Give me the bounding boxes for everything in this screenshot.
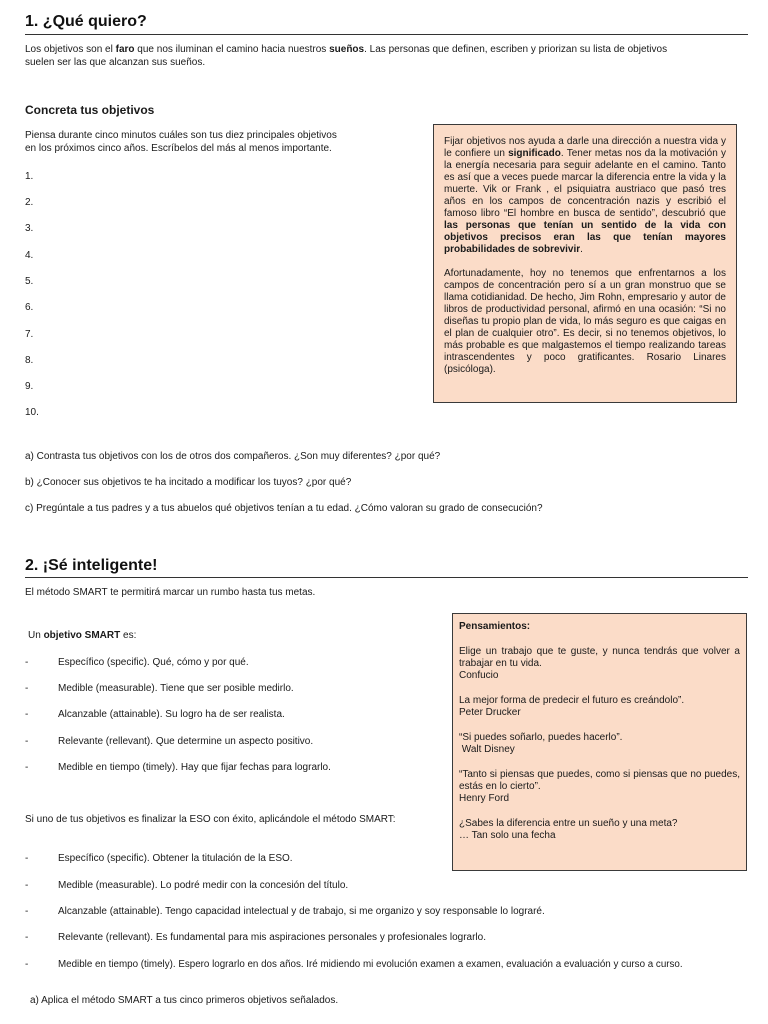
goal-number-7: 7. xyxy=(25,329,34,340)
section2-intro: El método SMART te permitirá marcar un rumbo hasta tus metas. xyxy=(25,587,316,598)
question-a: a) Contrasta tus objetivos con los de otros dos compañeros. ¿Son muy diferentes? ¿por qué? xyxy=(25,451,441,462)
quote-3: “Si puedes soñarlo, puedes hacerlo”. xyxy=(459,732,623,743)
quote-5: ¿Sabes la diferencia entre un sueño y una meta? xyxy=(459,818,678,829)
example-list-item: - Alcanzable (attainable). Tengo capacidad intelectual y de trabajo, si me organizo y soy responsable lo lograré. xyxy=(25,906,545,917)
smart-list-item: - Específico (specific). Qué, cómo y por qué. xyxy=(25,657,249,668)
task-a: a) Aplica el método SMART a tus cinco primeros objetivos señalados. xyxy=(30,995,339,1006)
goals-subheading: Concreta tus objetivos xyxy=(25,103,155,117)
smart-list-item: - Medible en tiempo (timely). Hay que fijar fechas para lograrlo. xyxy=(25,762,331,773)
goal-number-6: 6. xyxy=(25,302,34,313)
goal-number-5: 5. xyxy=(25,276,34,287)
objectives-info-box xyxy=(433,124,737,403)
smart-definition-intro: Un objetivo SMART es: xyxy=(28,630,137,641)
goal-number-10: 10. xyxy=(25,407,39,418)
quote-1-author: Confucio xyxy=(459,670,499,681)
quote-1: Elige un trabajo que te guste, y nunca tendrás que volver a trabajar en tu vida. xyxy=(459,646,740,669)
quote-4-author: Henry Ford xyxy=(459,793,510,804)
smart-list-item: - Medible (measurable). Tiene que ser posible medirlo. xyxy=(25,683,294,694)
quote-5-answer: … Tan solo una fecha xyxy=(459,830,556,841)
goals-instruction: Piensa durante cinco minutos cuáles son tus diez principales objetivos en los próximos cinco años. Escríbelos del más al menos importante. xyxy=(25,130,337,154)
quote-3-author: Walt Disney xyxy=(459,744,515,755)
quote-2-author: Peter Drucker xyxy=(459,707,521,718)
section2-rule xyxy=(25,577,748,578)
info-box-paragraph-2: Afortunadamente, hoy no tenemos que enfrentarnos a los campos de concentración pero sí a un gran monstruo que se llama cotidianidad. De hecho, Jim Rohn, empresario y autor de libros de productividad personal, afirmó en una ocasión: “Si no diseñas tu propio plan de vida, lo más seguro es que caigas en el plan de cualquier otro”. Es decir, si no tenemos objetivos, lo más probable es que malgastemos el tiempo realizando tareas intrascendentes y poco gratificantes. Rosario Linares (psicóloga). xyxy=(444,268,726,375)
thoughts-heading: Pensamientos: xyxy=(459,621,531,632)
goal-number-1: 1. xyxy=(25,171,34,182)
question-b: b) ¿Conocer sus objetivos te ha incitado a modificar los tuyos? ¿por qué? xyxy=(25,477,352,488)
section1-title: 1. ¿Qué quiero? xyxy=(25,13,147,30)
goal-number-4: 4. xyxy=(25,250,34,261)
goal-number-8: 8. xyxy=(25,355,34,366)
smart-list-item: - Relevante (rellevant). Que determine un aspecto positivo. xyxy=(25,736,314,747)
quote-4: “Tanto si piensas que puedes, como si piensas que no puedes, estás en lo cierto”. xyxy=(459,769,740,792)
goal-number-3: 3. xyxy=(25,223,34,234)
question-c: c) Pregúntale a tus padres y a tus abuelos qué objetivos tenían a tu edad. ¿Cómo valoran su grado de consecución? xyxy=(25,503,543,514)
goal-number-9: 9. xyxy=(25,381,34,392)
smart-list-item: - Alcanzable (attainable). Su logro ha de ser realista. xyxy=(25,709,285,720)
section1-rule xyxy=(25,34,748,35)
example-list-item: - Relevante (rellevant). Es fundamental para mis aspiraciones personales y profesionales lograrlo. xyxy=(25,932,486,943)
thoughts-box xyxy=(452,613,747,871)
smart-example-intro: Si uno de tus objetivos es finalizar la ESO con éxito, aplicándole el método SMART: xyxy=(25,814,396,825)
example-list-item: - Específico (specific). Obtener la titulación de la ESO. xyxy=(25,853,293,864)
example-list-item: - Medible (measurable). Lo podré medir con la concesión del título. xyxy=(25,880,349,891)
quote-2: La mejor forma de predecir el futuro es creándolo”. xyxy=(459,695,685,706)
goal-number-2: 2. xyxy=(25,197,34,208)
info-box-paragraph-1: Fijar objetivos nos ayuda a darle una dirección a nuestra vida y le confiere un significado. Tener metas nos da la motivación y la energía necesaria para seguir adelante en el camino. Tanto es así que a veces puede marcar la diferencia entre la vida y la muerte. Vik or Frank , el psiquiatra austriaco que pasó tres años en los campos de concentración nazis y escribió el famoso libro “El hombre en busca de sentido”, descubrió que las personas que tenían un sentido de la vida con objetivos precisos eran las que tenían mayores probabilidades de sobrevivir. xyxy=(444,136,726,255)
example-list-item: - Medible en tiempo (timely). Espero lograrlo en dos años. Iré midiendo mi evolución examen a examen, evaluación a evaluación y curso a curso. xyxy=(25,959,683,970)
section2-title: 2. ¡Sé inteligente! xyxy=(25,557,158,574)
section1-intro: Los objetivos son el faro que nos iluminan el camino hacia nuestros sueños. Las personas que definen, escriben y priorizan su lista de objetivos suelen ser las que alcanzan sus sueños. xyxy=(25,44,668,68)
